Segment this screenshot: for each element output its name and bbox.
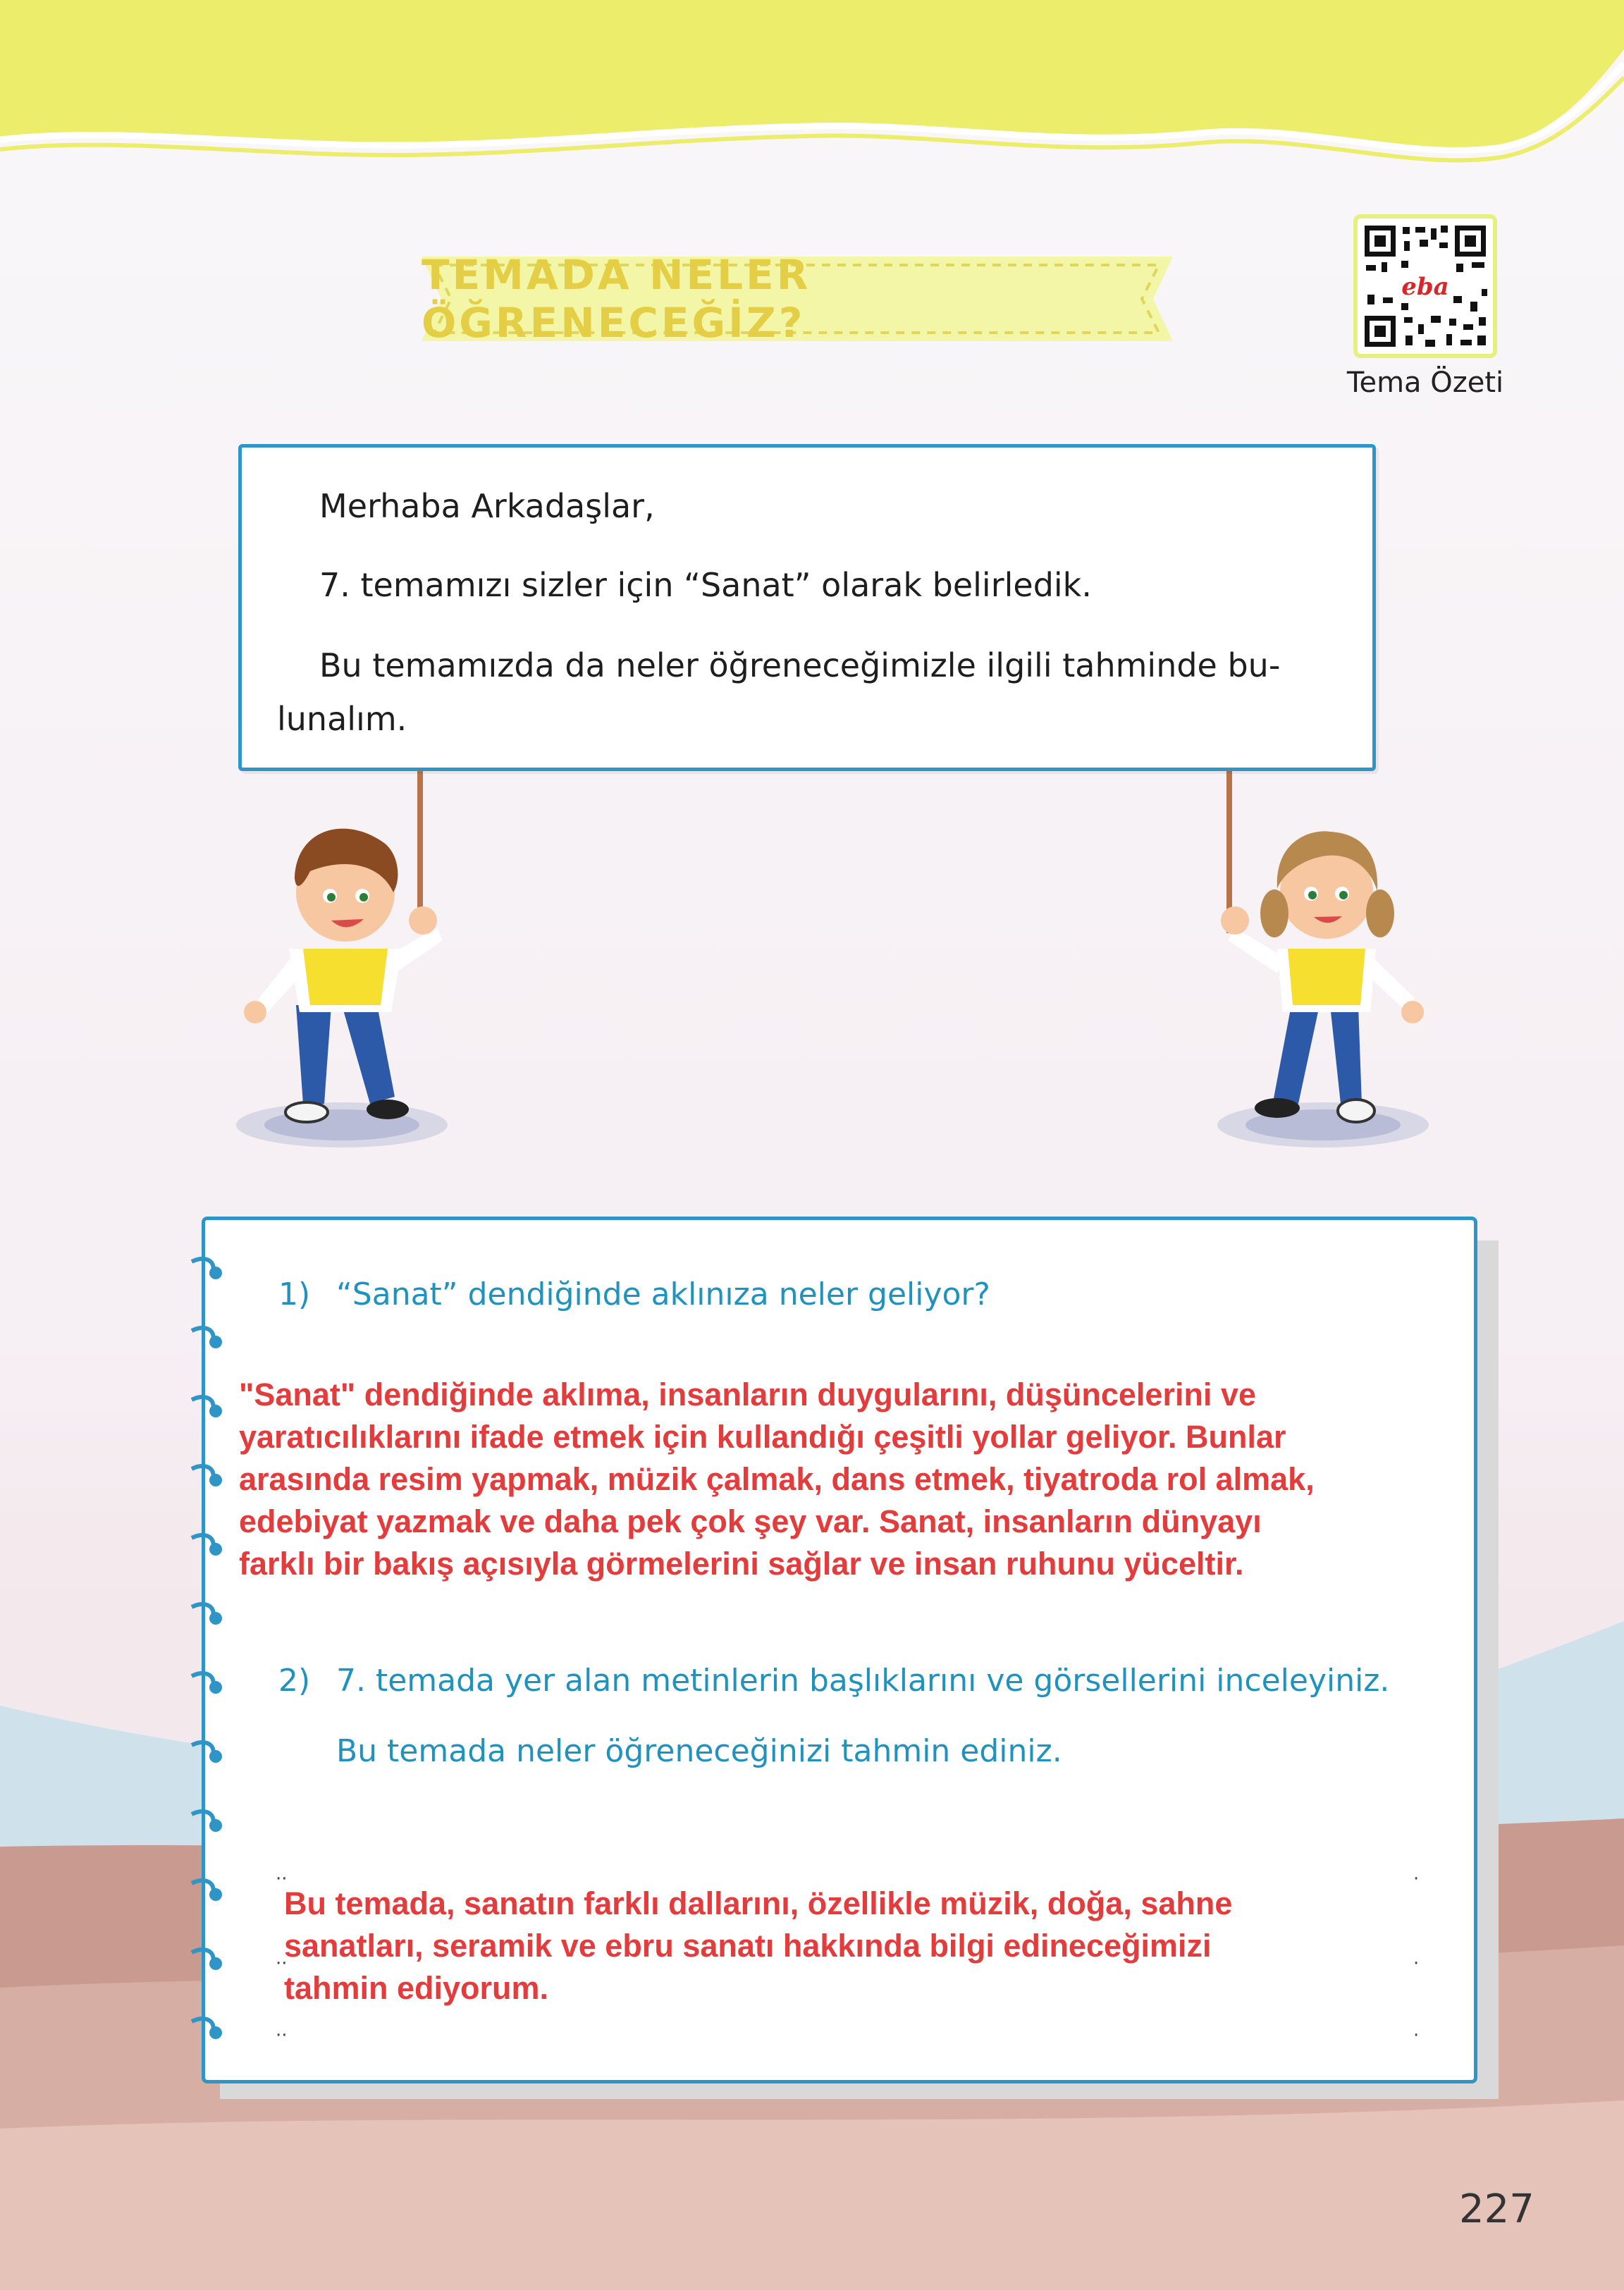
question-2-text: 7. temada yer alan metinlerin başlıklarını ve görsellerini inceleyiniz. xyxy=(336,1663,1390,1699)
sign-guess-line: Bu temamızda da neler öğreneceğimizle ilgili tahminde bu- xyxy=(319,646,1281,684)
sign-theme-line: 7. temamızı sizler için “Sanat” olarak belirledik. xyxy=(319,566,1092,604)
answer-1-line-1: "Sanat" dendiğinde aklıma, insanların duygularını, düşüncelerini ve xyxy=(239,1377,1257,1412)
page-number: 227 xyxy=(1459,2186,1534,2232)
notebook-page xyxy=(202,1217,1477,2083)
qr-code-pattern xyxy=(1358,218,1493,354)
question-2-text-2: Bu temada neler öğreneceğinizi tahmin ediniz. xyxy=(336,1733,1062,1769)
dotted-line-marker: ·· xyxy=(276,1869,288,1890)
dotted-line-marker: ·· xyxy=(276,1953,288,1974)
dotted-line-marker: · xyxy=(1413,2025,1420,2046)
qr-label: Tema Özeti xyxy=(1346,367,1504,399)
sign-board xyxy=(238,444,1376,771)
answer-1-line-5: farklı bir bakış açısıyla görmelerini sağlar ve insan ruhunu yüceltir. xyxy=(239,1546,1244,1582)
dotted-line-marker: ·· xyxy=(276,2025,288,2046)
sign-greeting: Merhaba Arkadaşlar, xyxy=(319,487,655,525)
title-banner xyxy=(422,251,1173,347)
answer-2-line-1: Bu temada, sanatın farklı dallarını, özellikle müzik, doğa, sahne xyxy=(284,1885,1233,1921)
qr-code[interactable] xyxy=(1353,214,1497,358)
notebook-spiral xyxy=(185,1248,227,2058)
sign-guess-line-end: lunalım. xyxy=(277,700,407,738)
question-1-number: 1) xyxy=(278,1276,311,1312)
answer-2-line-3: tahmin ediyorum. xyxy=(284,1970,549,2006)
eba-logo: eba xyxy=(1401,273,1449,301)
girl-character-illustration xyxy=(1207,772,1439,1153)
answer-2-line-2: sanatları, seramik ve ebru sanatı hakkında bilgi edineceğimizi xyxy=(284,1928,1212,1964)
dotted-line-marker: · xyxy=(1413,1953,1420,1974)
question-2-number: 2) xyxy=(278,1663,311,1699)
page-title: TEMADA NELER ÖĞRENECEĞİZ? xyxy=(422,251,811,347)
answer-1-line-3: arasında resim yapmak, müzik çalmak, dans etmek, tiyatroda rol almak, xyxy=(239,1461,1315,1497)
dotted-line-marker: · xyxy=(1413,1869,1420,1890)
boy-character-illustration xyxy=(226,772,458,1153)
answer-1-line-4: edebiyat yazmak ve daha pek çok şey var. Sanat, insanların dünyayı xyxy=(239,1503,1262,1539)
question-1-text: “Sanat” dendiğinde aklınıza neler geliyor? xyxy=(336,1276,990,1312)
answer-1-line-2: yaratıcılıklarını ifade etmek için kullandığı çeşitli yollar geliyor. Bunlar xyxy=(239,1419,1286,1455)
